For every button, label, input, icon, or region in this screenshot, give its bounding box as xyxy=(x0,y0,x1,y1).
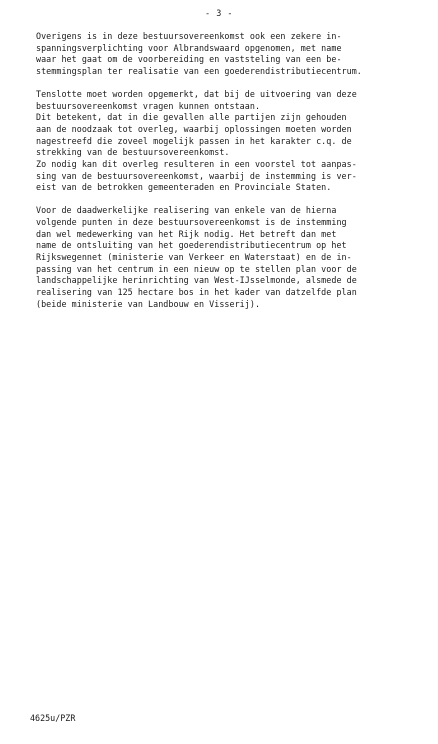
text-line: (beide ministerie van Landbouw en Visserij). xyxy=(36,298,261,309)
text-line: name de ontsluiting van het goederendistributiecentrum op het xyxy=(36,240,347,251)
text-line: passing van het centrum in een nieuw op te stellen plan voor de xyxy=(36,263,357,274)
text-line: Tenslotte moet worden opgemerkt, dat bij de uitvoering van deze xyxy=(36,88,357,99)
text-line: Voor de daadwerkelijke realisering van enkele van de hierna xyxy=(36,205,337,216)
text-line: stemmingsplan ter realisatie van een goederendistributiecentrum. xyxy=(36,66,362,77)
document-body xyxy=(36,31,412,321)
text-line: spanningsverplichting voor Albrandswaard opgenomen, met name xyxy=(36,42,342,53)
text-line: volgende punten in deze bestuursovereenkomst is de instemming xyxy=(36,216,347,227)
text-line: sing van de bestuursovereenkomst, waarbij de instemming is ver- xyxy=(36,170,357,181)
text-line: Overigens is in deze bestuursovereenkomst ook een zekere in- xyxy=(36,31,342,41)
paragraph-2 xyxy=(36,89,412,194)
text-line: waar het gaat om de voorbereiding en vaststeling van een be- xyxy=(36,54,342,65)
document-code: 4625u/PZR xyxy=(30,713,76,723)
text-line: bestuursovereenkomst vragen kunnen ontstaan. xyxy=(36,100,261,111)
text-line: dan wel medewerking van het Rijk nodig. Het betreft dan met xyxy=(36,228,337,239)
text-line: strekking van de bestuursovereenkomst. xyxy=(36,147,230,158)
page-number: - 3 - xyxy=(204,9,234,19)
text-line: Rijkswegennet (ministerie van Verkeer en Waterstaat) en de in- xyxy=(36,251,352,262)
text-line: Zo nodig kan dit overleg resulteren in een voorstel tot aanpas- xyxy=(36,159,357,170)
text-line: Dit betekent, dat in die gevallen alle partijen zijn gehouden xyxy=(36,112,347,123)
paragraph-3 xyxy=(36,205,412,310)
text-line: landschappelijke herinrichting van West-IJsselmonde, alsmede de xyxy=(36,275,357,286)
paragraph-1 xyxy=(36,31,412,78)
text-line: eist van de betrokken gemeenteraden en Provinciale Staten. xyxy=(36,182,332,193)
text-line: nagestreefd die zoveel mogelijk passen in het karakter c.q. de xyxy=(36,135,352,146)
text-line: aan de noodzaak tot overleg, waarbij oplossingen moeten worden xyxy=(36,123,352,134)
text-line: realisering van 125 hectare bos in het kader van datzelfde plan xyxy=(36,287,357,298)
